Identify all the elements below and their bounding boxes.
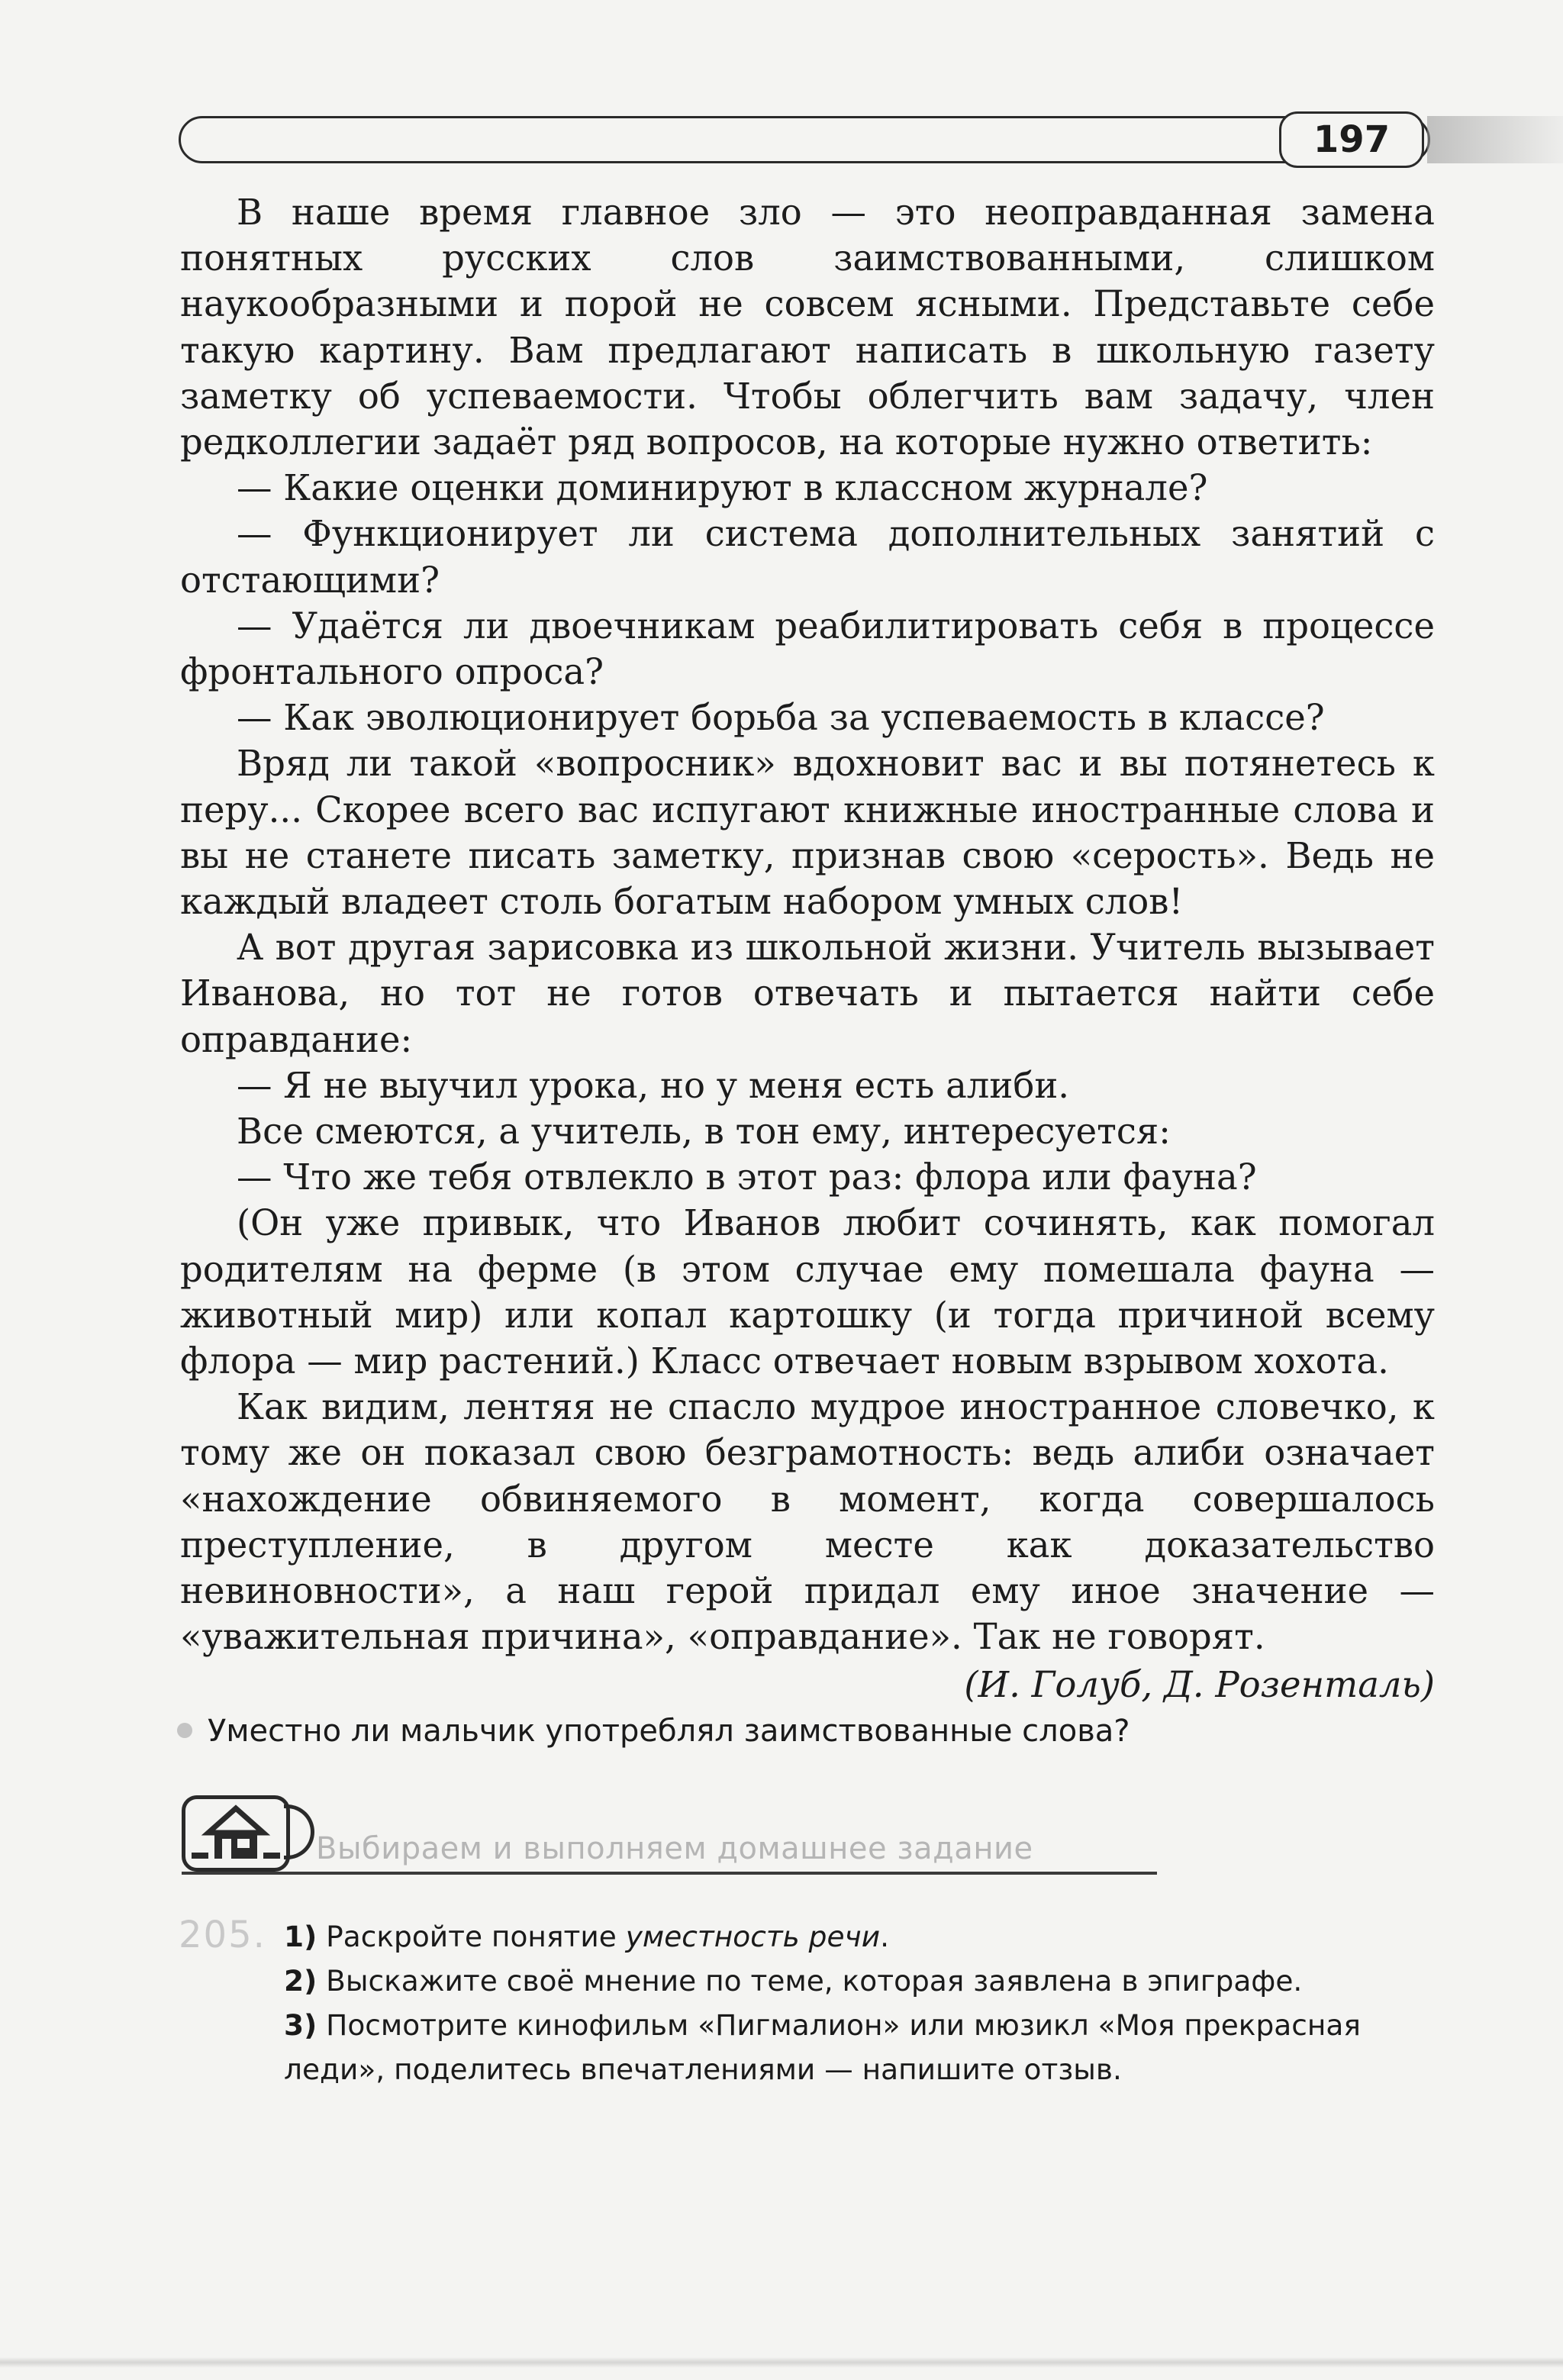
task-item: 3) Посмотрите кинофильм «Пигмалион» или мюзикл «Моя прекрасная леди», поделитесь впечатлениями — напишите отзыв. [284,2008,1361,2086]
running-header [179,116,1430,163]
divider [182,1872,1157,1875]
paragraph: Как видим, лентяя не спасло мудрое иностранное словечко, к тому же он показал свою безграмотность: ведь алиби означает «нахождение обвиняемого в момент, когда совершалось преступление, в другом месте как доказательство невиновности», а наш герой придал ему иное значение — «уважительная причина», «оправдание». Так не говорят. [180,1386,1435,1658]
paragraph: Все смеются, а учитель, в тон ему, интересуется: [237,1111,1171,1153]
bullet-icon [177,1723,192,1738]
header-shading [1427,116,1563,163]
author-attribution: (И. Голуб, Д. Розенталь) [964,1663,1435,1705]
main-text [180,189,1435,1708]
paragraph: (Он уже привык, что Иванов любит сочинять, как помогал родителям на ферме (в этом случае ему помешала фауна — животный мир) или копал картошку (и тогда причиной всему флора — мир растений.) Класс отвечает новым взрывом хохота. [180,1202,1435,1382]
scan-edge [0,2357,1563,2368]
question-text: Уместно ли мальчик употреблял заимствованные слова? [208,1714,1130,1749]
task-number: 205. [179,1914,266,1956]
homework-title: Выбираем и выполняем домашнее задание [316,1831,1033,1866]
paragraph: Вряд ли такой «вопросник» вдохновит вас и вы потянетесь к перу... Скорее всего вас испугают книжные иностранные слова и вы не станете писать заметку, признав свою «серость». Ведь не каждый владеет столь богатым набором умных слов! [180,743,1435,923]
paragraph: В наше время главное зло — это неоправданная замена понятных русских слов заимствованными, слишком наукообразными и порой не совсем ясными. Представьте себе такую картину. Вам предлагают написать в школьную газету заметку об успеваемости. Чтобы облегчить вам задачу, член редколлегии задаёт ряд вопросов, на которые нужно ответить: [180,192,1435,463]
task-item: 2) Выскажите своё мнение по теме, которая заявлена в эпиграфе. [284,1964,1303,1998]
dialogue-line: — Функционирует ли система дополнительных занятий с отстающими? [180,513,1435,601]
dialogue-line: — Какие оценки доминируют в классном журнале? [237,467,1208,509]
paragraph: А вот другая зарисовка из школьной жизни. Учитель вызывает Иванова, но тот не готов отвечать и пытается найти себе оправдание: [180,927,1435,1060]
task-item: 1) Раскройте понятие уместность речи. [284,1920,890,1953]
dialogue-line: — Удаётся ли двоечникам реабилитировать себя в процессе фронтального опроса? [180,605,1435,693]
question [177,1710,1444,1753]
dialogue-line: — Я не выучил урока, но у меня есть алиби. [237,1064,1070,1106]
homework-tasks [284,1914,1444,2091]
icon-tab-decoration [284,1804,314,1859]
dialogue-line: — Как эволюционирует борьба за успеваемость в классе? [237,697,1325,739]
house-icon [182,1795,290,1872]
dialogue-line: — Что же тебя отвлекло в этот раз: флора или фауна? [237,1156,1257,1198]
page-number: 197 [1279,111,1424,168]
